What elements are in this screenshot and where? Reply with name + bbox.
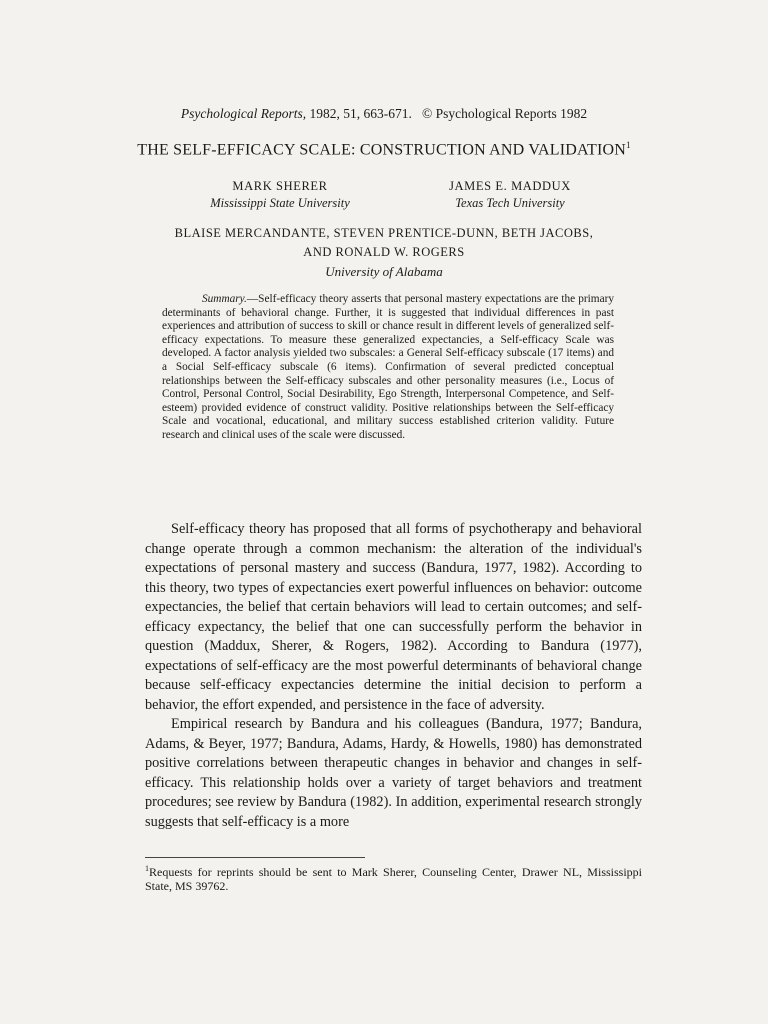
- author-group-affiliation: University of Alabama: [325, 264, 443, 279]
- author-block-maddux: [400, 179, 620, 211]
- abstract-summary: [162, 293, 614, 443]
- author-group-line-1: BLAISE MERCANDANTE, STEVEN PRENTICE-DUNN, BETH JACOBS,: [174, 226, 594, 240]
- paper-title: [0, 140, 768, 159]
- body-paragraph-2: Empirical research by Bandura and his colleagues (Bandura, 1977; Bandura, Adams, & Beyer, 1977; Bandura, Adams, Hardy, & Howells, 1980) has demonstrated positive correlations between therapeutic changes in behavior and changes in self-efficacy. This relationship holds over a variety of target behaviors and treatment procedures; see review by Bandura (1982). In addition, experimental research strongly suggests that self-efficacy is a more: [145, 716, 642, 830]
- footnote-divider: [145, 857, 365, 858]
- body-paragraph-1: Self-efficacy theory has proposed that all forms of psychotherapy and behavioral change operate through a common mechanism: the alteration of the individual's expectations of personal mastery and success (Bandura, 1977, 1982). According to this theory, two types of expectancies exert powerful influences on behavior: outcome expectancies, the belief that certain behaviors will lead to certain outcomes; and self-efficacy expectancy, the belief that one can successfully perform the behavior in question (Maddux, Sherer, & Rogers, 1982). According to Bandura (1977), expectations of self-efficacy are the most powerful determinants of behavioral change because self-efficacy expectancies determine the initial decision to perform a behavior, the effort expended, and persistence in the face of adversity.: [145, 521, 642, 713]
- author-group: [0, 224, 768, 281]
- copyright-notice: © Psychological Reports 1982: [421, 106, 588, 121]
- journal-name: Psychological Reports,: [180, 106, 307, 121]
- footnote: [145, 862, 642, 893]
- author-group-line-2: AND RONALD W. ROGERS: [303, 245, 465, 259]
- title-text: THE SELF-EFFICACY SCALE: CONSTRUCTION AND VALIDATION: [137, 141, 627, 159]
- author-affiliation: Mississippi State University: [210, 196, 350, 210]
- author-name: MARK SHERER: [232, 179, 328, 193]
- author-block-sherer: [180, 179, 380, 211]
- author-name: JAMES E. MADDUX: [449, 179, 571, 193]
- summary-lead: Summary.: [202, 293, 247, 305]
- body-text: [145, 520, 642, 832]
- footnote-text: Requests for reprints should be sent to Mark Sherer, Counseling Center, Drawer NL, Mississippi State, MS 39762.: [145, 865, 642, 893]
- author-affiliation: Texas Tech University: [455, 196, 565, 210]
- citation-details: 1982, 51, 663-671.: [309, 106, 412, 121]
- journal-citation: [0, 106, 768, 122]
- summary-text: —Self-efficacy theory asserts that personal mastery expectations are the primary determinants of behavioral change. Further, it is suggested that individual differences in past experiences and attribution of success to skill or chance result in different levels of generalized self-efficacy expectations. To measure these generalized expectancies, a Self-efficacy Scale was developed. A factor analysis yielded two subscales: a General Self-efficacy subscale (17 items) and a Social Self-efficacy subscale (6 items). Confirmation of several predicted conceptual relationships between the Self-efficacy subscales and other personality measures (i.e., Locus of Control, Personal Control, Social Desirability, Ego Strength, Interpersonal Competence, and Self-esteem) provided evidence of construct validity. Positive relationships between the Self-efficacy Scale and vocational, educational, and military success established criterion validity. Future research and clinical uses of the scale were discussed.: [162, 293, 614, 441]
- footnote-mark: 1: [145, 864, 149, 873]
- title-footnote-mark: 1: [626, 140, 631, 150]
